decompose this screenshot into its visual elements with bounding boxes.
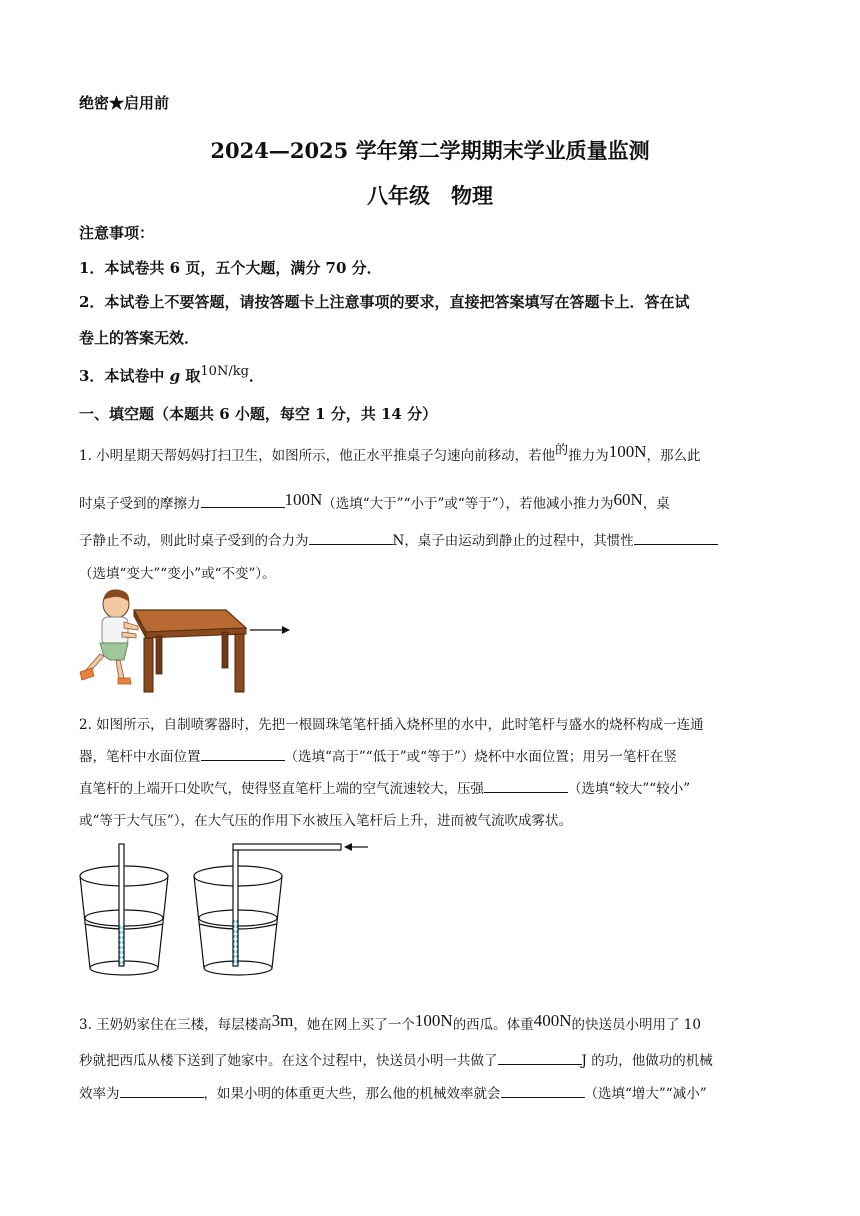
q1-text: 子静止不动，则此时桌子受到的合力为	[79, 533, 309, 549]
notice-item-3-mid: 取	[180, 367, 201, 385]
q2-line-2	[79, 745, 677, 765]
q3-text: J 的功，他做功的机械	[581, 1053, 713, 1069]
exam-title: 2024—2025 学年第二学期期末学业质量监测	[210, 138, 650, 163]
q1-text: ，桌	[642, 496, 670, 512]
q1-force-value: 100N	[608, 442, 647, 461]
q2-text: （选填“高于”“低于”或“等于”）烧杯中水面位置；用另一笔杆在竖	[284, 749, 677, 765]
q1-line-3	[79, 529, 718, 549]
q3-text: 效率为	[79, 1086, 120, 1102]
q3-text: 的西瓜。体重	[452, 1017, 534, 1033]
notice-item-1: 1．本试卷共 6 页，五个大题，满分 70 分．	[79, 259, 382, 277]
q1-text: 推力为	[568, 448, 609, 464]
q2-text: 器，笔杆中水面位置	[79, 749, 201, 765]
q3-text: 的快送员小明用了 10	[571, 1017, 701, 1033]
q1-text: N，桌子由运动到静止的过程中，其惯性	[392, 533, 634, 549]
q3-text: （选填“增大”“减小”	[584, 1086, 707, 1102]
q3-line-1	[79, 1013, 701, 1034]
q1-line-2	[79, 492, 670, 513]
answer-blank[interactable]	[201, 747, 285, 761]
beakers-figure	[76, 838, 376, 984]
notice-item-3	[79, 365, 264, 386]
q1-line-1	[79, 444, 700, 465]
q1-text: 1. 小明星期天帮妈妈打扫卫生，如图所示，他正水平推桌子匀速向前移动，若他	[79, 448, 556, 464]
q1-force-value: 100N	[284, 490, 323, 509]
q3-text: ，如果小明的体重更大些，那么他的机械效率就会	[203, 1086, 501, 1102]
q3-text: ，她在网上买了一个	[293, 1017, 415, 1033]
answer-blank[interactable]	[309, 531, 393, 545]
q3-line-2	[79, 1049, 713, 1069]
q1-text: 时桌子受到的摩擦力	[79, 496, 201, 512]
left-beaker	[80, 844, 168, 975]
answer-blank[interactable]	[120, 1084, 204, 1098]
q3-text: 秒就把西瓜从楼下送到了她家中。在这个过程中，快送员小明一共做了	[79, 1053, 498, 1069]
section-1-heading: 一、填空题（本题共 6 小题，每空 1 分，共 14 分）	[79, 405, 438, 423]
q1-force-value: 60N	[613, 490, 643, 509]
q2-line-3	[79, 777, 690, 797]
q3-text: 3. 王奶奶家住在三楼，每层楼高	[79, 1017, 272, 1033]
q3-line-3	[79, 1082, 707, 1102]
answer-blank[interactable]	[484, 779, 568, 793]
gravity-symbol: g	[169, 367, 181, 385]
notice-item-2-line-1: 2．本试卷上不要答题，请按答题卡上注意事项的要求，直接把答案填写在答题卡上．答在试	[79, 293, 690, 311]
gravity-value: 10N/kg	[200, 364, 249, 379]
notice-item-2-line-2: 卷上的答案无效．	[79, 329, 200, 347]
q1-text-sup: 的	[555, 443, 569, 458]
blow-arrow	[344, 843, 368, 851]
q2-line-1: 2. 如图所示，自制喷雾器时，先把一根圆珠笔笔杆插入烧杯里的水中，此时笔杆与盛水的烧杯构成一连通	[79, 717, 704, 733]
q1-text: （选填“大于”“小于”或“等于”），若他减小推力为	[322, 496, 614, 512]
q3-height-value: 3m	[271, 1011, 294, 1030]
boy-pushing-table-figure	[76, 588, 291, 696]
answer-blank[interactable]	[501, 1084, 585, 1098]
answer-blank[interactable]	[634, 531, 718, 545]
q1-text: ，那么此	[646, 448, 701, 464]
q3-weight-value: 400N	[533, 1011, 572, 1030]
right-beaker	[194, 844, 341, 975]
q2-text: 直笔杆的上端开口处吹气，使得竖直笔杆上端的空气流速较大，压强	[79, 781, 484, 797]
notice-item-3-end: ．	[248, 367, 264, 385]
q1-line-4: （选填“变大”“变小”或“不变”）。	[79, 566, 276, 582]
q2-text: （选填“较大”“较小”	[568, 781, 691, 797]
q3-weight-value: 100N	[414, 1011, 453, 1030]
notice-heading: 注意事项：	[79, 224, 155, 242]
confidential-mark: 绝密★启用前	[79, 94, 170, 112]
q2-line-4: 或“等于大气压”），在大气压的作用下水被压入笔杆后上升，进而被气流吹成雾状。	[79, 813, 573, 829]
answer-blank[interactable]	[498, 1051, 582, 1065]
answer-blank[interactable]	[201, 494, 285, 508]
exam-subtitle: 八年级 物理	[367, 183, 493, 208]
notice-item-3-text: 3．本试卷中	[79, 367, 170, 385]
